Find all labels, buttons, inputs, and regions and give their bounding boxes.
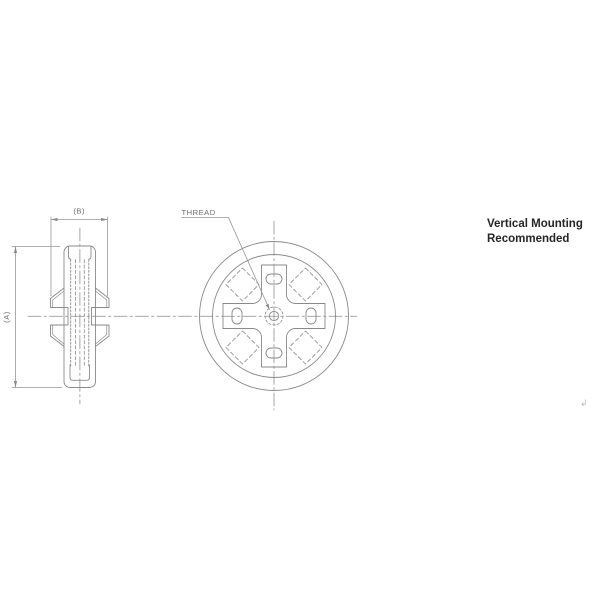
side-view-flange-right: [92, 288, 110, 347]
dim-a-label: (A): [2, 311, 11, 323]
mounting-note-line2: Recommended: [487, 233, 570, 245]
thread-callout: [182, 218, 270, 310]
front-view: [200, 221, 349, 410]
thread-leader-arrow: [266, 304, 270, 310]
dimension-B: [51, 217, 108, 296]
dim-b-arrow-right: [101, 218, 108, 221]
dim-b-arrow-left: [51, 218, 58, 221]
side-view-flange-right-chamfer: [96, 291, 107, 344]
mounting-note: [487, 217, 597, 247]
dim-a-arrow-bottom: [14, 381, 17, 388]
corner-return-mark: ↲: [580, 398, 588, 408]
thread-leader-line: [229, 218, 270, 310]
side-view-flange-left: [51, 288, 69, 347]
side-view-flange-left-chamfer: [53, 291, 64, 344]
mounting-note-line1: Vertical Mounting: [487, 218, 583, 230]
thread-label: THREAD: [181, 208, 216, 217]
dimension-A: [12, 247, 62, 388]
dim-b-label: (B): [73, 206, 86, 216]
dim-a-arrow-top: [14, 247, 17, 254]
